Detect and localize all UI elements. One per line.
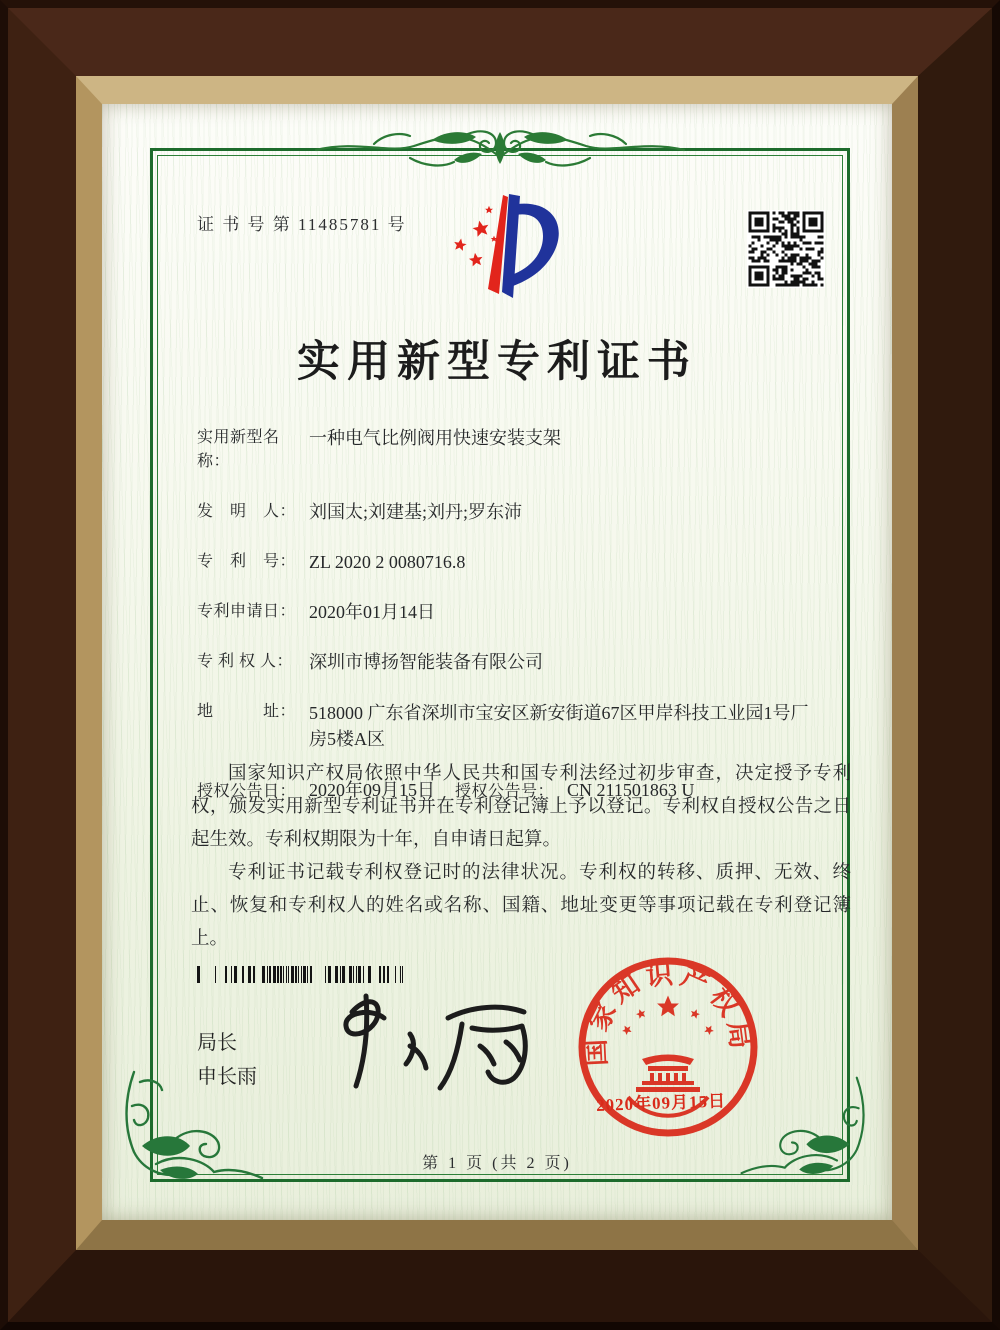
field-label: 授权公告日：	[197, 783, 297, 800]
field-value: 518000 广东省深圳市宝安区新安街道67区甲岸科技工业园1号厂房5楼A区	[309, 703, 809, 749]
logo-blue-p	[502, 194, 559, 298]
field-label: 地 址：	[197, 703, 297, 720]
field-value: 一种电气比例阀用快速安装支架	[309, 428, 561, 448]
gold-inner-trim	[76, 76, 918, 1250]
field-label: 授权公告号：	[455, 783, 555, 800]
legal-paragraph-1: 国家知识产权局依照中华人民共和国专利法经过初步审查，决定授予专利权，颁发实用新型专利证书并在专利登记簿上予以登记。专利权自授权公告之日起生效。专利权期限为十年，自申请日起算。	[191, 764, 851, 850]
seal-text: 国家知识产权局	[580, 958, 757, 1067]
svg-text:国家知识产权局	[580, 959, 756, 1067]
qr-code	[747, 210, 825, 288]
field-label: 专 利 号：	[197, 553, 297, 570]
field-row-filing-date	[197, 600, 837, 624]
field-row-address	[197, 700, 837, 752]
logo-red-stars	[453, 206, 497, 267]
barcode	[197, 966, 409, 983]
field-label: 专 利 权 人：	[197, 653, 294, 670]
top-center-flourish-ornament	[314, 124, 686, 172]
official-title: 局长	[197, 1032, 237, 1054]
official-name: 申长雨	[197, 1066, 257, 1088]
grant-number: CN 211501863 U	[567, 780, 695, 800]
certificate-number: 证 书 号 第 11485781 号	[197, 215, 407, 234]
legal-text	[191, 758, 851, 956]
legal-paragraph-2: 专利证书记载专利权登记时的法律状况。专利权的转移、质押、无效、终止、恢复和专利权人的姓名或名称、国籍、地址变更等事项记载在专利登记簿上。	[191, 863, 851, 949]
page-number: 第 1 页 (共 2 页)	[422, 1155, 572, 1172]
cnipa-patent-logo	[437, 190, 569, 310]
field-row-inventors	[197, 500, 837, 524]
official-block	[197, 1026, 257, 1094]
official-seal	[568, 947, 768, 1147]
seal-date: 2020年09月15日	[595, 1091, 727, 1115]
field-label: 发 明 人：	[197, 503, 297, 520]
certificate-title: 实用新型专利证书	[297, 339, 697, 386]
field-row-patentee	[197, 650, 837, 674]
field-row-utility-model-name	[197, 426, 837, 474]
field-value: 2020年01月14日	[309, 602, 435, 622]
field-label: 专利申请日：	[197, 603, 297, 620]
field-value: ZL 2020 2 0080716.8	[309, 552, 466, 572]
field-row-patent-number	[197, 550, 837, 574]
director-signature	[314, 990, 539, 1108]
grant-date: 2020年09月15日	[309, 780, 435, 800]
field-value: 深圳市博扬智能装备有限公司	[309, 652, 543, 672]
field-label: 实用新型名称：	[197, 429, 280, 470]
certificate-paper	[102, 104, 892, 1220]
wooden-frame	[8, 8, 992, 1322]
field-value: 刘国太;刘建基;刘丹;罗东沛	[309, 502, 523, 522]
